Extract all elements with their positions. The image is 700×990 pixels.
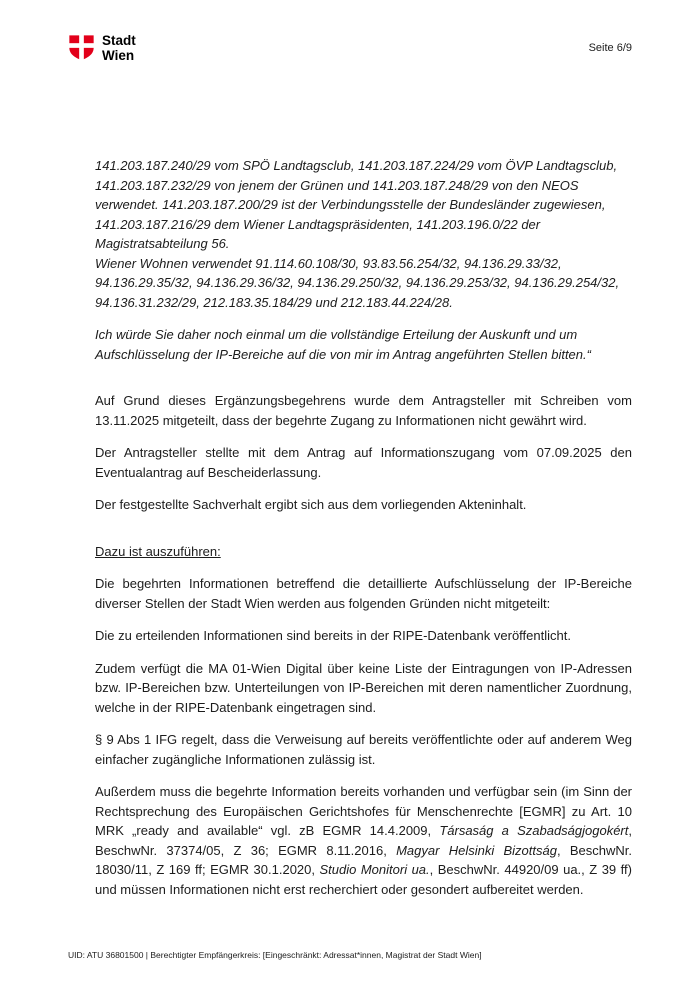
- text-run: , BeschwNr. 44920/09 ua., Z 39 ff) und müssen Informationen nicht erst recherchiert oder gesondert aufbereitet werden.: [95, 862, 632, 897]
- stadt-wien-shield-icon: [68, 34, 95, 66]
- stadt-wien-logo: [68, 34, 136, 66]
- text-run: Társaság a Szabadságjogokért: [439, 823, 629, 838]
- page-footer: UID: ATU 36801500 | Berechtigter Empfängerkreis: [Eingeschränkt: Adressat*innen, Magistrat der Stadt Wien]: [68, 950, 482, 960]
- text-run: Die begehrten Informationen betreffend die detaillierte Aufschlüsselung der IP-Bereiche diverser Stellen der Stadt Wien werden aus folgenden Gründen nicht mitgeteilt:: [95, 576, 632, 611]
- quote-closing: [95, 325, 632, 364]
- text-run: § 9 Abs 1 IFG regelt, dass die Verweisung auf bereits veröffentlichte oder auf anderem Weg einfacher zugängliche Informationen zulässig ist.: [95, 732, 632, 767]
- para-begehrte-informationen: [95, 574, 632, 613]
- text-run: 141.203.187.240/29 vom SPÖ Landtagsclub, 141.203.187.224/29 vom ÖVP Landtagsclub, 141.203.187.232/29 von jenem der Grünen und 141.203.187.248/29 von den NEOS verwendet. 141.203.187.200/29 ist der Verbindungsstelle der Bundesländer zugewiesen, 141.203.187.216/29 dem Wiener Landtagspräsidenten, 141.203.196.0/22 der Magistratsabteilung 56.: [95, 158, 618, 251]
- para-egmr: [95, 782, 632, 899]
- logo-word-wien: Wien: [102, 47, 135, 63]
- text-run: Der festgestellte Sachverhalt ergibt sich aus dem vorliegenden Akteninhalt.: [95, 497, 527, 512]
- para-ma01: [95, 659, 632, 718]
- logo-wordmark: [102, 34, 136, 63]
- para-sachverhalt: [95, 495, 632, 515]
- text-run: Zudem verfügt die MA 01-Wien Digital über keine Liste der Eintragungen von IP-Adressen bzw. IP-Bereichen bzw. Unterteilungen von IP-Bereichen mit deren namentlicher Zuordnung, welche in der RIPE-Datenbank eingetragen sind.: [95, 660, 632, 715]
- logo-word-stadt: Stadt: [102, 33, 136, 48]
- text-run: Magyar Helsinki Bizottság: [396, 842, 557, 858]
- quote-ip-list: [95, 156, 632, 312]
- text-run: , BeschwNr. 18030/11, Z 169 ff; EGMR 30.1.2020,: [95, 842, 632, 877]
- text-run: Ich würde Sie daher noch einmal um die vollständige Erteilung der Auskunft und um Aufschlüsselung der IP-Bereiche auf die von mir im Antrag angeführten Stellen bitten.“: [95, 327, 591, 362]
- para-eventualantrag: [95, 443, 632, 482]
- para-ripe-veroeffentlicht: [95, 626, 632, 646]
- para-ergaenzungsbegehren: [95, 391, 632, 430]
- page-header: [68, 34, 632, 66]
- text-run: Studio Monitori ua.: [319, 862, 430, 877]
- para-ifg: [95, 730, 632, 769]
- page-number: Seite 6/9: [588, 42, 632, 54]
- text-run: Dazu ist auszuführen:: [95, 543, 221, 559]
- document-body: [95, 156, 632, 912]
- text-run: Der Antragsteller stellte mit dem Antrag auf Informationszugang vom 07.09.2025 den Eventualantrag auf Bescheiderlassung.: [95, 445, 632, 480]
- text-run: Außerdem muss die begehrte Information bereits vorhanden und verfügbar sein (im Sinn der Rechtsprechung des Europäischen Gerichtshofes für Menschenrechte [EGMR] zu Art. 10 MRK „ready and available“ vgl. zB EGMR 14.4.2009,: [95, 784, 632, 838]
- text-run: , BeschwNr. 37374/05, Z 36; EGMR 8.11.2016,: [95, 823, 633, 858]
- text-run: Die zu erteilenden Informationen sind bereits in der RIPE-Datenbank veröffentlicht.: [95, 628, 571, 643]
- text-run: Auf Grund dieses Ergänzungsbegehrens wurde dem Antragsteller mit Schreiben vom 13.11.2025 mitgeteilt, dass der begehrte Zugang zu Informationen nicht gewährt wird.: [95, 393, 632, 428]
- text-run: Wiener Wohnen verwendet 91.114.60.108/30, 93.83.56.254/32, 94.136.29.33/32, 94.136.29.35/32, 94.136.29.36/32, 94.136.29.250/32, 94.136.29.253/32, 94.136.29.254/32, 94.136.31.232/29, 212.183.35.184/29 und 212.183.44.224/28.: [95, 255, 620, 310]
- heading-dazu: [95, 542, 632, 562]
